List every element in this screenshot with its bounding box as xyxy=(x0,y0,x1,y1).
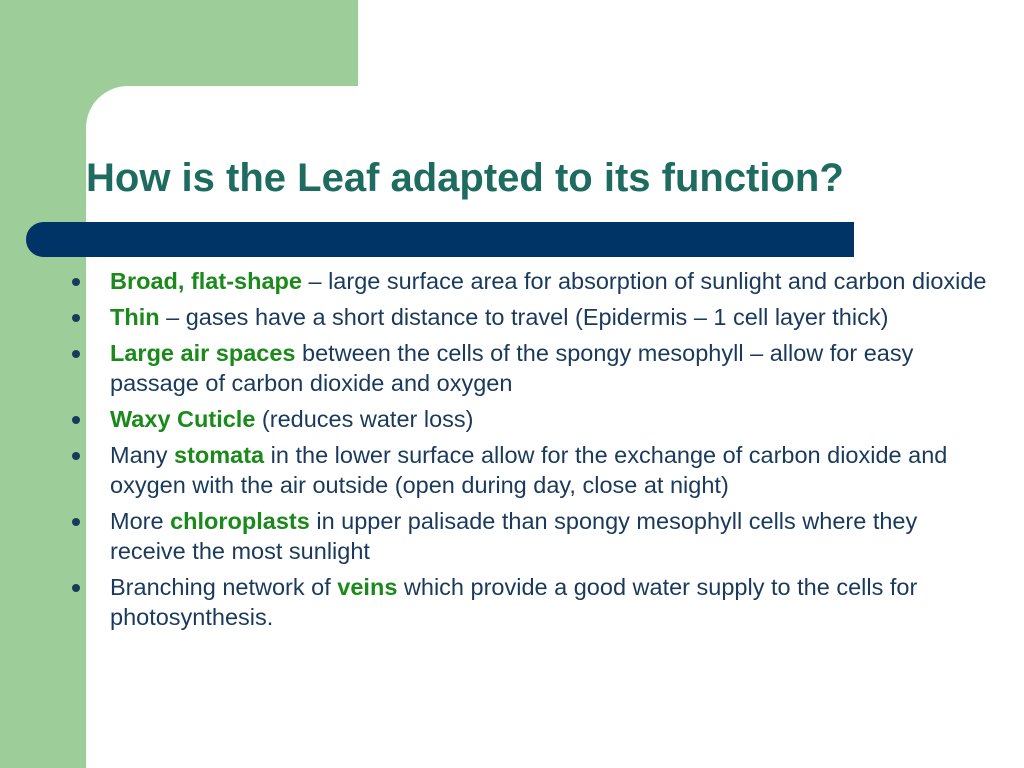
bullet-dot-icon xyxy=(72,416,80,424)
bullet-text-after: in the lower surface allow for the exchange of carbon dioxide and oxygen with the air outside (open during day, close at night) xyxy=(110,442,948,498)
bullet-text-after: (reduces water loss) xyxy=(255,406,474,432)
bullet-text-before: More xyxy=(110,508,171,534)
bullet-keyword: Broad, flat-shape xyxy=(110,268,302,294)
bullet-dot-icon xyxy=(72,314,80,322)
bullet-dot-icon xyxy=(72,350,80,358)
slide-body xyxy=(72,266,992,638)
bullet-dot-icon xyxy=(72,584,80,592)
bullet-item-large-air-spaces xyxy=(72,338,992,398)
bullet-keyword: chloroplasts xyxy=(170,508,310,534)
bullet-text-before: Many xyxy=(110,442,174,468)
bullet-list xyxy=(72,266,992,632)
slide-title: How is the Leaf adapted to its function? xyxy=(86,156,844,200)
bullet-item-veins xyxy=(72,572,992,632)
title-underline-bar xyxy=(26,222,854,257)
bullet-dot-icon xyxy=(72,452,80,460)
bullet-keyword: Large air spaces xyxy=(110,340,296,366)
bullet-keyword: stomata xyxy=(174,442,265,468)
bullet-keyword: Thin xyxy=(110,304,160,330)
bullet-text-after: – gases have a short distance to travel (Epidermis – 1 cell layer thick) xyxy=(159,304,889,330)
bullet-item-waxy-cuticle xyxy=(72,404,992,434)
bullet-item-broad-flat-shape xyxy=(72,266,992,296)
bullet-keyword: veins xyxy=(337,574,398,600)
bullet-dot-icon xyxy=(72,278,80,286)
bullet-item-thin xyxy=(72,302,992,332)
bullet-text-after: which provide a good water supply to the cells for photosynthesis. xyxy=(110,574,918,630)
bullet-text-after: – large surface area for absorption of sunlight and carbon dioxide xyxy=(301,268,987,294)
bullet-dot-icon xyxy=(72,518,80,526)
bullet-item-chloroplasts xyxy=(72,506,992,566)
bullet-item-stomata xyxy=(72,440,992,500)
bullet-text-after: in upper palisade than spongy mesophyll cells where they receive the most sunlight xyxy=(110,508,918,564)
bullet-keyword: Waxy Cuticle xyxy=(110,406,256,432)
bullet-text-before: Branching network of xyxy=(110,574,338,600)
bullet-text-after: between the cells of the spongy mesophyll – allow for easy passage of carbon dioxide and oxygen xyxy=(110,340,914,396)
